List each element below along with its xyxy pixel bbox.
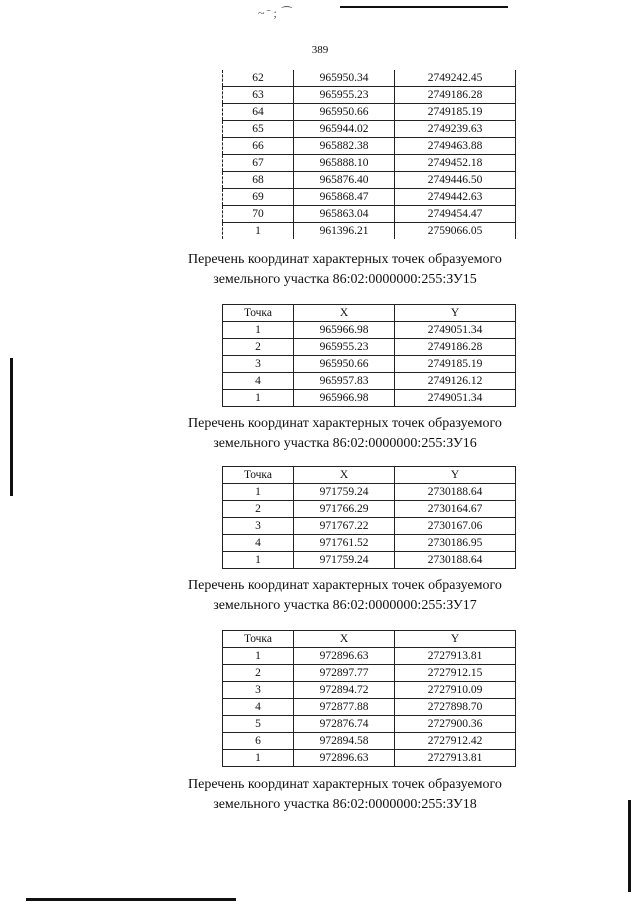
y-cell: 2749185.19 bbox=[395, 104, 516, 121]
point-cell: 69 bbox=[223, 189, 294, 206]
point-cell: 1 bbox=[223, 552, 294, 569]
table-header-row bbox=[223, 305, 516, 322]
point-cell: 1 bbox=[223, 390, 294, 407]
x-cell: 972894.58 bbox=[294, 733, 395, 750]
x-cell: 965944.02 bbox=[294, 121, 395, 138]
header-point: Точка bbox=[223, 305, 294, 322]
coordinate-table-continuation bbox=[222, 70, 516, 239]
table-row bbox=[223, 206, 516, 223]
table-row bbox=[223, 518, 516, 535]
x-cell: 965868.47 bbox=[294, 189, 395, 206]
caption-line: Перечень координат характерных точек образуемого bbox=[188, 777, 502, 792]
point-cell: 5 bbox=[223, 716, 294, 733]
caption-line: Перечень координат характерных точек образуемого bbox=[188, 416, 502, 431]
point-cell: 2 bbox=[223, 501, 294, 518]
top-rule bbox=[340, 6, 508, 8]
table-row bbox=[223, 665, 516, 682]
point-cell: 63 bbox=[223, 87, 294, 104]
point-cell: 3 bbox=[223, 356, 294, 373]
x-cell: 965955.23 bbox=[294, 339, 395, 356]
caption-zu18 bbox=[0, 775, 640, 815]
point-cell: 67 bbox=[223, 155, 294, 172]
point-cell: 64 bbox=[223, 104, 294, 121]
point-cell: 3 bbox=[223, 682, 294, 699]
x-cell: 971759.24 bbox=[294, 484, 395, 501]
y-cell: 2727912.15 bbox=[395, 665, 516, 682]
point-cell: 65 bbox=[223, 121, 294, 138]
table-row bbox=[223, 552, 516, 569]
y-cell: 2727910.09 bbox=[395, 682, 516, 699]
bottom-rule bbox=[26, 898, 236, 901]
table-row bbox=[223, 356, 516, 373]
y-cell: 2749454.47 bbox=[395, 206, 516, 223]
point-cell: 4 bbox=[223, 373, 294, 390]
table-row bbox=[223, 322, 516, 339]
y-cell: 2727913.81 bbox=[395, 648, 516, 665]
y-cell: 2730188.64 bbox=[395, 484, 516, 501]
y-cell: 2749186.28 bbox=[395, 87, 516, 104]
x-cell: 965957.83 bbox=[294, 373, 395, 390]
table-row bbox=[223, 699, 516, 716]
x-cell: 965966.98 bbox=[294, 322, 395, 339]
header-y: Y bbox=[395, 631, 516, 648]
table-row bbox=[223, 648, 516, 665]
table-row bbox=[223, 155, 516, 172]
x-cell: 965950.34 bbox=[294, 70, 395, 87]
table-row bbox=[223, 223, 516, 240]
x-cell: 972896.63 bbox=[294, 648, 395, 665]
caption-line: земельного участка 86:02:0000000:255:ЗУ18 bbox=[213, 797, 477, 812]
y-cell: 2749239.63 bbox=[395, 121, 516, 138]
x-cell: 971766.29 bbox=[294, 501, 395, 518]
y-cell: 2749126.12 bbox=[395, 373, 516, 390]
table-row bbox=[223, 104, 516, 121]
x-cell: 965888.10 bbox=[294, 155, 395, 172]
point-cell: 66 bbox=[223, 138, 294, 155]
table-row bbox=[223, 373, 516, 390]
caption-line: земельного участка 86:02:0000000:255:ЗУ15 bbox=[213, 272, 477, 287]
table-row bbox=[223, 682, 516, 699]
point-cell: 1 bbox=[223, 322, 294, 339]
x-cell: 972894.72 bbox=[294, 682, 395, 699]
y-cell: 2727900.36 bbox=[395, 716, 516, 733]
x-cell: 972897.77 bbox=[294, 665, 395, 682]
table-row bbox=[223, 172, 516, 189]
table-row bbox=[223, 733, 516, 750]
y-cell: 2749051.34 bbox=[395, 390, 516, 407]
point-cell: 2 bbox=[223, 339, 294, 356]
caption-line: земельного участка 86:02:0000000:255:ЗУ16 bbox=[213, 436, 477, 451]
caption-zu15 bbox=[0, 250, 640, 290]
y-cell: 2749186.28 bbox=[395, 339, 516, 356]
point-cell: 68 bbox=[223, 172, 294, 189]
header-x: X bbox=[294, 305, 395, 322]
x-cell: 972876.74 bbox=[294, 716, 395, 733]
header-point: Точка bbox=[223, 631, 294, 648]
y-cell: 2749442.63 bbox=[395, 189, 516, 206]
point-cell: 1 bbox=[223, 484, 294, 501]
header-x: X bbox=[294, 467, 395, 484]
table-row bbox=[223, 716, 516, 733]
table-row bbox=[223, 87, 516, 104]
x-cell: 965966.98 bbox=[294, 390, 395, 407]
header-point: Точка bbox=[223, 467, 294, 484]
x-cell: 972896.63 bbox=[294, 750, 395, 767]
point-cell: 4 bbox=[223, 699, 294, 716]
point-cell: 1 bbox=[223, 750, 294, 767]
x-cell: 965955.23 bbox=[294, 87, 395, 104]
point-cell: 62 bbox=[223, 70, 294, 87]
y-cell: 2730167.06 bbox=[395, 518, 516, 535]
table-row bbox=[223, 70, 516, 87]
coordinate-table-zu15 bbox=[222, 304, 516, 407]
y-cell: 2727912.42 bbox=[395, 733, 516, 750]
caption-line: земельного участка 86:02:0000000:255:ЗУ17 bbox=[213, 598, 477, 613]
header-y: Y bbox=[395, 467, 516, 484]
table-row bbox=[223, 535, 516, 552]
point-cell: 70 bbox=[223, 206, 294, 223]
caption-line: Перечень координат характерных точек образуемого bbox=[188, 578, 502, 593]
table-row bbox=[223, 138, 516, 155]
point-cell: 4 bbox=[223, 535, 294, 552]
x-cell: 965876.40 bbox=[294, 172, 395, 189]
x-cell: 965950.66 bbox=[294, 356, 395, 373]
caption-zu17 bbox=[0, 576, 640, 616]
table-row bbox=[223, 390, 516, 407]
table-row bbox=[223, 501, 516, 518]
x-cell: 971761.52 bbox=[294, 535, 395, 552]
page-number: 389 bbox=[311, 44, 329, 56]
x-cell: 961396.21 bbox=[294, 223, 395, 240]
x-cell: 965882.38 bbox=[294, 138, 395, 155]
coordinate-table-zu16 bbox=[222, 466, 516, 569]
x-cell: 971759.24 bbox=[294, 552, 395, 569]
y-cell: 2749446.50 bbox=[395, 172, 516, 189]
table-row bbox=[223, 189, 516, 206]
y-cell: 2727913.81 bbox=[395, 750, 516, 767]
coordinate-table-zu17 bbox=[222, 630, 516, 767]
y-cell: 2749242.45 bbox=[395, 70, 516, 87]
header-y: Y bbox=[395, 305, 516, 322]
y-cell: 2749185.19 bbox=[395, 356, 516, 373]
y-cell: 2727898.70 bbox=[395, 699, 516, 716]
caption-zu16 bbox=[0, 414, 640, 454]
table-header-row bbox=[223, 631, 516, 648]
table-row bbox=[223, 121, 516, 138]
y-cell: 2730164.67 bbox=[395, 501, 516, 518]
table-row bbox=[223, 750, 516, 767]
table-row bbox=[223, 484, 516, 501]
point-cell: 1 bbox=[223, 223, 294, 240]
x-cell: 965950.66 bbox=[294, 104, 395, 121]
y-cell: 2749463.88 bbox=[395, 138, 516, 155]
x-cell: 965863.04 bbox=[294, 206, 395, 223]
table-header-row bbox=[223, 467, 516, 484]
point-cell: 6 bbox=[223, 733, 294, 750]
point-cell: 2 bbox=[223, 665, 294, 682]
header-x: X bbox=[294, 631, 395, 648]
y-cell: 2730186.95 bbox=[395, 535, 516, 552]
y-cell: 2749452.18 bbox=[395, 155, 516, 172]
point-cell: 3 bbox=[223, 518, 294, 535]
scan-scribble: ~ ̄ ; ⁀ bbox=[258, 6, 293, 20]
point-cell: 1 bbox=[223, 648, 294, 665]
y-cell: 2730188.64 bbox=[395, 552, 516, 569]
caption-line: Перечень координат характерных точек образуемого bbox=[188, 252, 502, 267]
y-cell: 2749051.34 bbox=[395, 322, 516, 339]
y-cell: 2759066.05 bbox=[395, 223, 516, 240]
x-cell: 971767.22 bbox=[294, 518, 395, 535]
x-cell: 972877.88 bbox=[294, 699, 395, 716]
table-row bbox=[223, 339, 516, 356]
